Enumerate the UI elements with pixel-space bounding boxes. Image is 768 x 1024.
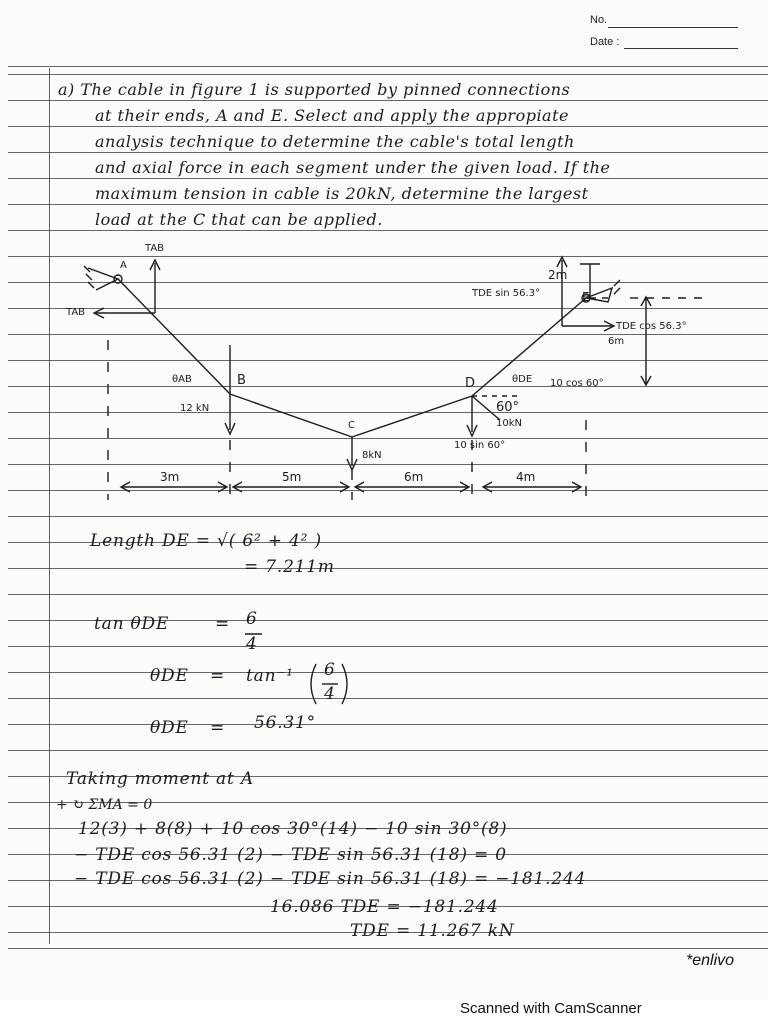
moment-title: Taking moment at A <box>66 769 254 789</box>
label-2m: 2m <box>548 268 568 282</box>
label-tde-sin: TDE sin 56.3° <box>472 288 541 299</box>
label-dim-4m: 4m <box>516 470 536 484</box>
moment-line-2: − TDE cos 56.31 (2) − TDE sin 56.31 (18) = 0 <box>74 845 507 865</box>
label-tab-left: TAB <box>66 307 86 318</box>
moment-line-4: 16.086 TDE = −181.244 <box>270 897 499 917</box>
length-de-result: = 7.211m <box>244 557 335 577</box>
enlivo-watermark: *enlivo <box>686 952 735 969</box>
paren-right <box>342 664 347 704</box>
theta-equals-2: = <box>210 718 226 738</box>
label-a: A <box>120 260 127 271</box>
label-c: C <box>348 420 355 431</box>
label-tab-top: TAB <box>145 243 165 254</box>
problem-line-1: a) The cable in figure 1 is supported by pinned connections <box>58 80 571 99</box>
date-label: Date : <box>590 36 620 48</box>
problem-line-4: and axial force in each segment under the given load. If the <box>95 158 611 177</box>
label-d-cos: 10 cos 60° <box>550 378 604 389</box>
label-tde-cos: TDE cos 56.3° <box>616 321 687 332</box>
label-load-d: 10kN <box>496 418 522 429</box>
no-label: No. <box>590 14 608 26</box>
theta-lhs: θDE <box>150 666 189 686</box>
label-dim-5m: 5m <box>282 470 302 484</box>
problem-line-3: analysis technique to determine the cable's total length <box>95 132 575 151</box>
label-dim-6m: 6m <box>404 470 424 484</box>
hatch-e <box>614 280 620 294</box>
frac-denominator: 4 <box>324 684 336 704</box>
paren-left <box>311 664 316 704</box>
moment-line-1: 12(3) + 8(8) + 10 cos 30°(14) − 10 sin 30°(8) <box>78 819 508 839</box>
tan-denominator: 4 <box>246 634 258 654</box>
label-6m-vertical: 6m <box>608 336 625 347</box>
label-dim-3m: 3m <box>160 470 180 484</box>
moment-line-5: TDE = 11.267 kN <box>350 921 515 941</box>
tan-numerator: 6 <box>246 609 258 629</box>
cable-segment-cd <box>352 396 472 437</box>
label-load-b: 12 kN <box>180 403 210 414</box>
theta-lhs-2: θDE <box>150 718 189 738</box>
frac-numerator: 6 <box>324 660 336 680</box>
tan-lhs: tan θDE <box>94 614 170 634</box>
label-d: D <box>465 376 476 391</box>
label-theta-ab: θAB <box>172 374 192 385</box>
label-theta-de: θDE <box>512 374 533 385</box>
moment-sign: + ↻ ΣMA = 0 <box>56 797 153 813</box>
label-b: B <box>237 373 246 388</box>
label-e: E <box>582 290 590 304</box>
camscanner-footer: Scanned with CamScanner <box>460 1000 642 1017</box>
problem-line-6: load at the C that can be applied. <box>95 210 383 229</box>
label-angle-d: 60° <box>496 400 520 415</box>
length-de-line: Length DE = √( 6² + 4² ) <box>90 531 322 551</box>
cable-segment-bc <box>230 394 352 437</box>
tan-inverse: tan⁻¹ <box>246 666 294 686</box>
theta-equals: = <box>210 666 226 686</box>
theta-value: 56.31° <box>254 713 316 733</box>
moment-line-3: − TDE cos 56.31 (2) − TDE sin 56.31 (18) = −181.244 <box>74 869 587 889</box>
tan-equals: = <box>215 614 231 634</box>
label-d-sin: 10 sin 60° <box>454 440 506 451</box>
label-load-c: 8kN <box>362 450 382 461</box>
problem-line-5: maximum tension in cable is 20kN, determine the largest <box>95 184 589 203</box>
problem-line-2: at their ends, A and E. Select and apply the appropiate <box>95 106 569 125</box>
